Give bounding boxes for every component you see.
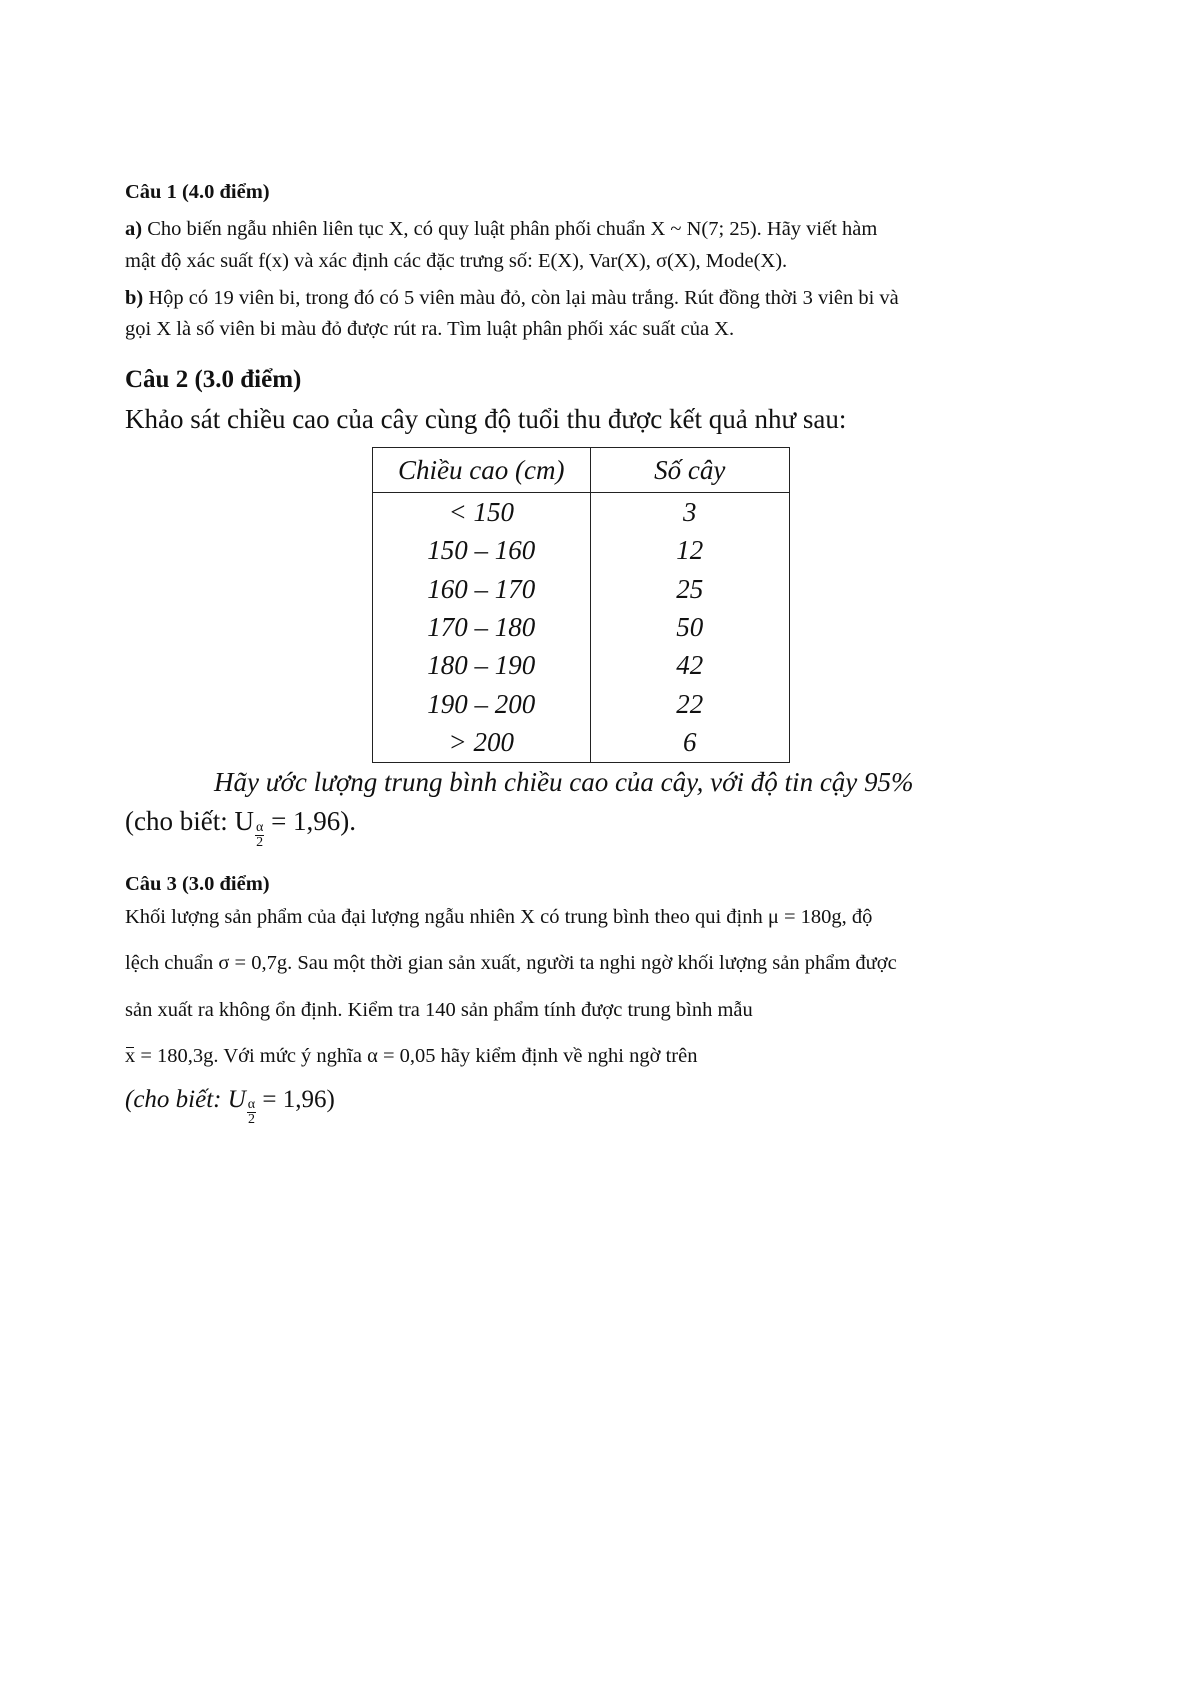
count-cell: 3	[590, 493, 789, 532]
count-cell: 42	[590, 647, 789, 685]
alpha-half-fraction	[247, 1098, 256, 1127]
table-row	[373, 532, 790, 570]
frac-numerator: α	[247, 1097, 256, 1112]
q2-intro: Khảo sát chiều cao của cây cùng độ tuổi thu được kết quả như sau:	[125, 404, 847, 434]
q2-given-prefix: (cho biết: U	[125, 806, 254, 836]
q3-line4-rest: = 180,3g. Với mức ý nghĩa α = 0,05 hãy kiểm định về nghi ngờ trên	[135, 1045, 698, 1067]
count-cell: 22	[590, 685, 789, 723]
q1-a-label: a)	[125, 218, 143, 240]
q3-line4	[125, 1045, 697, 1068]
q1-heading: Câu 1 (4.0 điểm)	[125, 181, 270, 203]
table-row	[373, 493, 790, 532]
table-row	[373, 647, 790, 685]
q2-task: Hãy ước lượng trung bình chiều cao của cây, với độ tin cậy 95%	[214, 767, 914, 797]
q1-a-line2: mật độ xác suất f(x) và xác định các đặc trưng số: E(X), Var(X), σ(X), Mode(X).	[125, 250, 788, 272]
height-cell: 180 – 190	[373, 647, 591, 685]
q1-b-line2: gọi X là số viên bi màu đỏ được rút ra. Tìm luật phân phối xác suất của X.	[125, 318, 735, 340]
height-cell: 160 – 170	[373, 570, 591, 608]
count-cell: 50	[590, 608, 789, 646]
count-cell: 12	[590, 532, 789, 570]
height-cell: < 150	[373, 493, 591, 532]
q3-given-suffix: = 1,96)	[256, 1086, 335, 1113]
q1-a-line1	[125, 218, 877, 241]
q2-given-suffix: = 1,96).	[264, 806, 357, 836]
q3-line3: sản xuất ra không ổn định. Kiểm tra 140 sản phẩm tính được trung bình mẫu	[125, 999, 753, 1021]
table-row	[373, 570, 790, 608]
height-cell: 150 – 160	[373, 532, 591, 570]
height-cell: 170 – 180	[373, 608, 591, 646]
table-row	[373, 608, 790, 646]
q3-given-prefix: (cho biết: U	[125, 1086, 246, 1113]
table-row	[373, 685, 790, 723]
height-frequency-table	[372, 447, 790, 763]
q3-line1: Khối lượng sản phẩm của đại lượng ngẫu nhiên X có trung bình theo qui định μ = 180g, độ	[125, 906, 873, 928]
height-cell: > 200	[373, 723, 591, 762]
height-cell: 190 – 200	[373, 685, 591, 723]
count-cell: 25	[590, 570, 789, 608]
frac-numerator: α	[255, 820, 264, 835]
frac-denominator: 2	[256, 835, 264, 850]
sample-mean-symbol: x	[125, 1045, 136, 1067]
q2-heading: Câu 2 (3.0 điểm)	[125, 366, 302, 393]
q3-given	[125, 1086, 335, 1127]
alpha-half-fraction	[255, 821, 264, 850]
count-cell: 6	[590, 723, 789, 762]
frac-denominator: 2	[247, 1112, 255, 1127]
q3-heading: Câu 3 (3.0 điểm)	[125, 873, 270, 895]
q3-line2: lệch chuẩn σ = 0,7g. Sau một thời gian sản xuất, người ta nghi ngờ khối lượng sản phẩm được	[125, 952, 897, 974]
col-height-header: Chiều cao (cm)	[373, 448, 591, 493]
q2-given	[125, 806, 356, 850]
q1-b-text1: Hộp có 19 viên bi, trong đó có 5 viên màu đỏ, còn lại màu trắng. Rút đồng thời 3 viên bi và	[148, 287, 899, 309]
q1-a-text1: Cho biến ngẫu nhiên liên tục X, có quy luật phân phối chuẩn X ~ N(7; 25). Hãy viết hàm	[147, 218, 878, 240]
table-header-row	[373, 448, 790, 493]
q1-b-label: b)	[125, 287, 144, 309]
q1-b-line1	[125, 287, 899, 310]
table-row	[373, 723, 790, 762]
col-count-header: Số cây	[590, 448, 789, 493]
